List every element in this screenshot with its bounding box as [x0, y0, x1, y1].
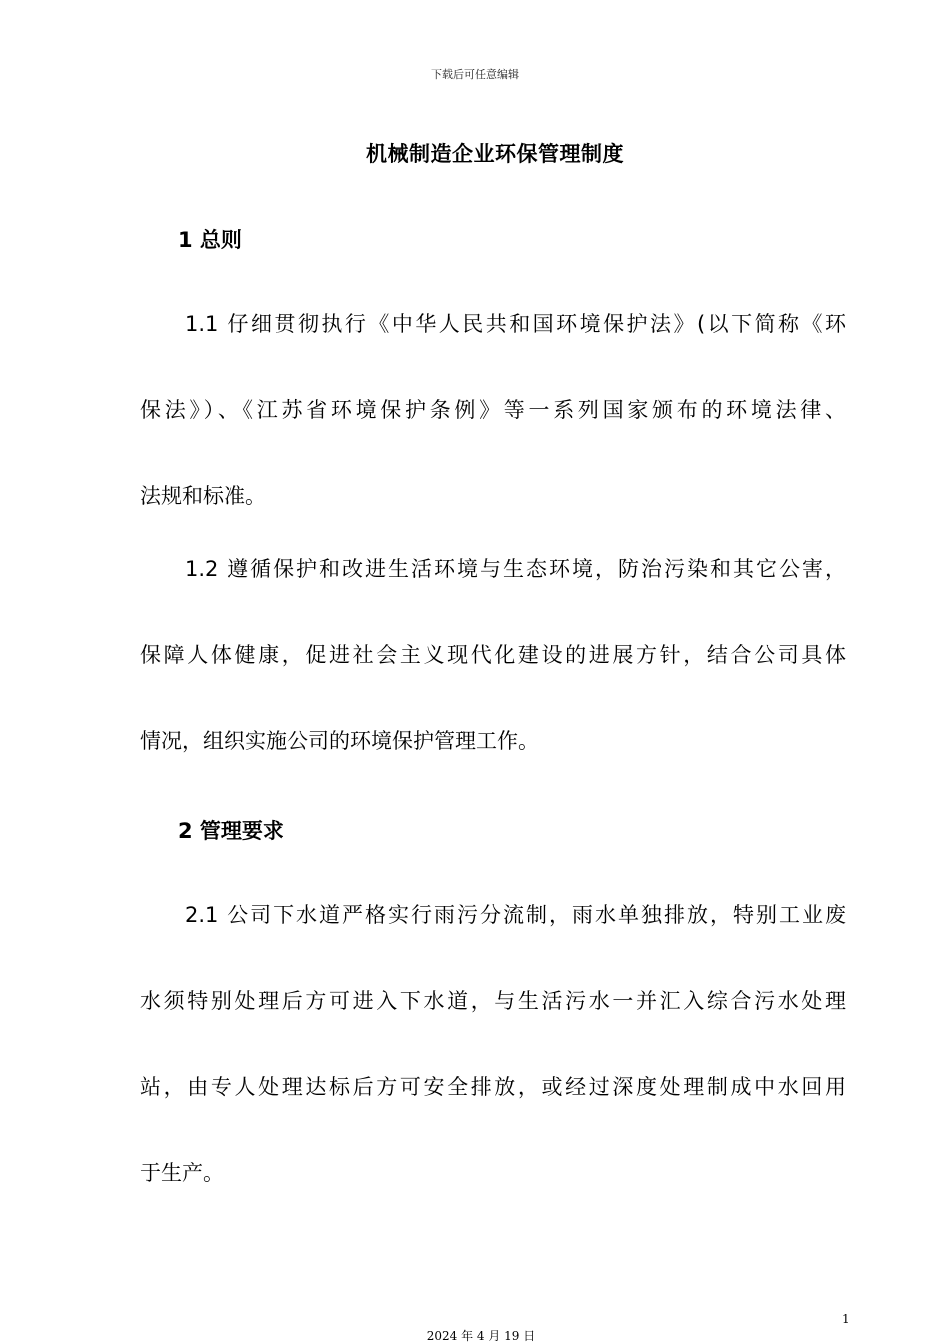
paragraph-line: 水须特别处理后方可进入下水道，与生活污水一并汇入综合污水处理 [140, 989, 846, 1013]
paragraph-line: 1.1 仔细贯彻执行《中华人民共和国环境保护法》(以下简称《环 [185, 312, 846, 336]
paragraph-line: 1.2 遵循保护和改进生活环境与生态环境，防治污染和其它公害， [185, 557, 846, 581]
paragraph-1-2 [140, 526, 846, 784]
footer-date: 2024 年 4 月 19 日 [426, 1329, 536, 1343]
paragraph-line: 于生产。 [140, 1161, 224, 1185]
page-number: 1 [842, 1312, 850, 1326]
paragraph-line: 保障人体健康，促进社会主义现代化建设的进展方针，结合公司具体 [140, 643, 846, 667]
paragraph-line: 站，由专人处理达标后方可安全排放，或经过深度处理制成中水回用 [140, 1075, 846, 1099]
paragraph-line: 情况，组织实施公司的环境保护管理工作。 [140, 729, 539, 753]
paragraph-line: 保法》）、《江苏省环境保护条例》等一系列国家颁布的环境法律、 [140, 398, 846, 422]
paragraph-2-1 [140, 872, 846, 1216]
paragraph-line: 2.1 公司下水道严格实行雨污分流制，雨水单独排放，特别工业废 [185, 903, 846, 927]
section-heading-management-requirements: 2 管理要求 [178, 819, 284, 843]
paragraph-1-1 [140, 281, 846, 539]
document-title: 机械制造企业环保管理制度 [366, 142, 624, 166]
paragraph-line: 法规和标准。 [140, 484, 266, 508]
header-note: 下载后可任意编辑 [431, 68, 519, 81]
section-heading-general: 1 总则 [178, 228, 242, 252]
